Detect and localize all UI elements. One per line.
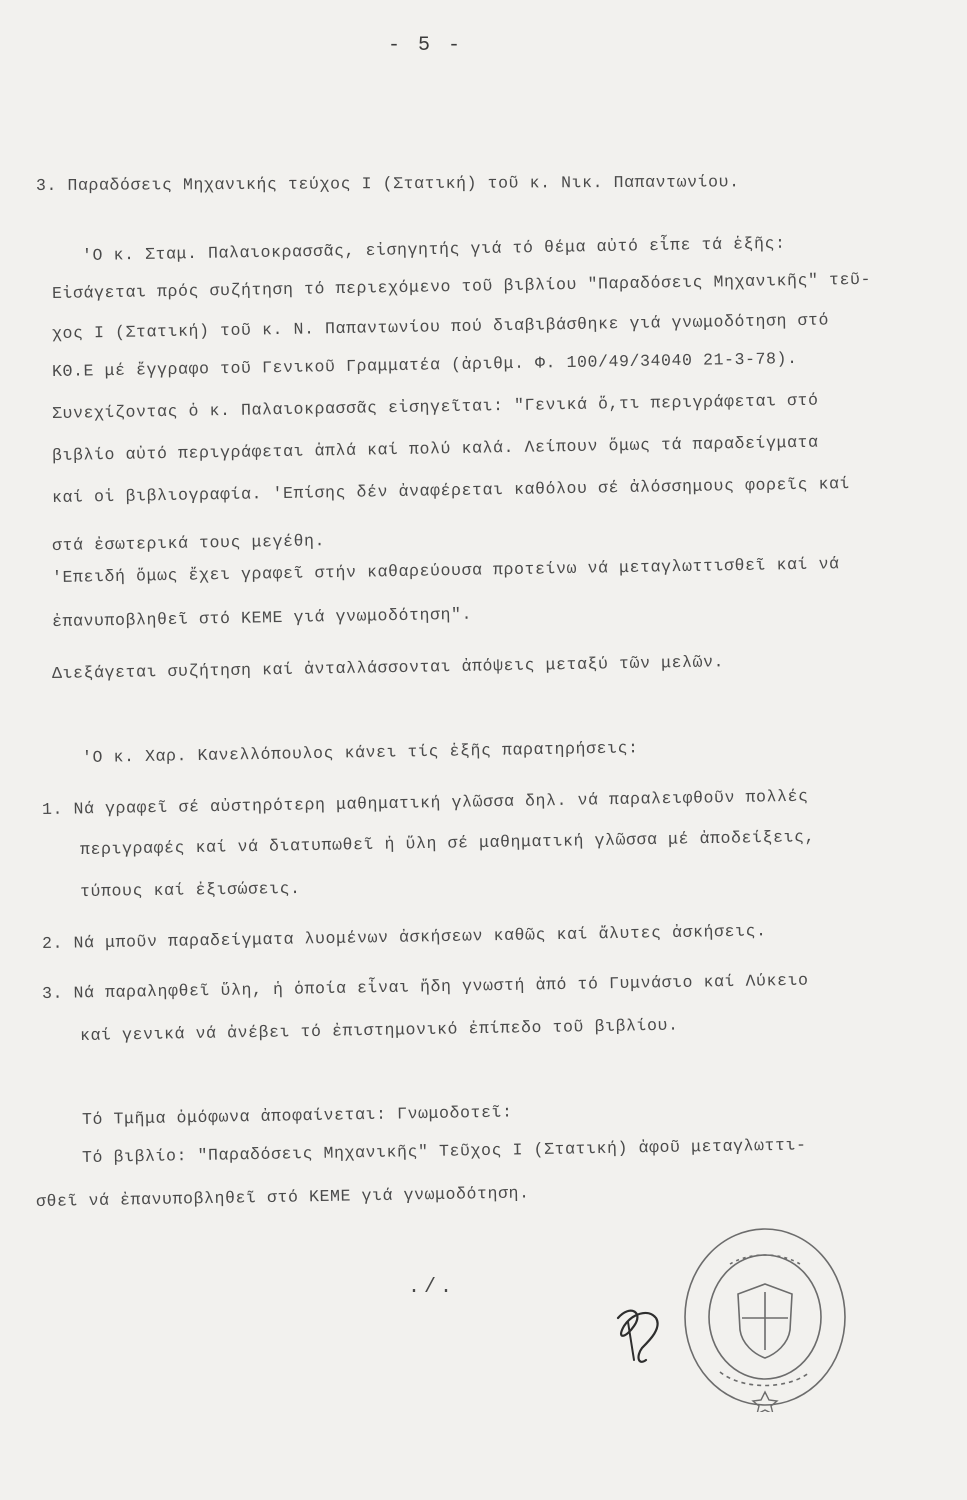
text-line: 'Επειδή ὅμως ἔχει γραφεῖ στήν καθαρεύουσα προτείνω νά μεταγλωττισθεῖ καί νά [51,554,840,587]
decision-line: Τό Τμῆμα ὁμόφωνα ἀποφαίνεται: Γνωμοδοτεῖ: [81,1102,513,1129]
official-seal-icon [680,1222,850,1412]
list-item: 2. Νά μποῦν παραδείγματα λυομένων ἀσκήσεων καθῶς καί ἄλυτες ἀσκήσεις. [41,921,767,953]
text-line: τύπους καί ἐξισώσεις. [79,878,301,901]
text-line: ΚΘ.Ε μέ ἔγγραφο τοῦ Γενικοῦ Γραμματέα (ἀριθμ. Φ. 100/49/34040 21-3-78). [51,348,798,381]
continuation-mark: ./. [408,1276,457,1299]
text-line: Διεξάγεται συζήτηση καί ἀνταλλάσσονται ἀπόψεις μεταξύ τῶν μελῶν. [51,652,725,683]
text-line: καί οἱ βιβλιογραφία. 'Επίσης δέν ἀναφέρεται καθόλου σέ ἀλόσσημους φορεῖς καί [51,474,851,507]
page-number: - 5 - [388,34,464,57]
list-item: 3. Νά παραληφθεῖ ὕλη, ἡ ὁποία εἶναι ἤδη γνωστή ἀπό τό Γυμνάσιο καί Λύκειο [41,970,809,1003]
section-heading: 3. Παραδόσεις Μηχανικής τεύχος Ι (Στατική) τοῦ κ. Νικ. Παπαντωνίου. [35,172,740,195]
text-line: σθεῖ νά ἐπανυποβληθεῖ στό ΚΕΜΕ γιά γνωμοδότηση. [35,1183,530,1211]
text-line: 'Ο κ. Χαρ. Κανελλόπουλος κάνει τίς ἑξῆς παρατηρήσεις: [81,738,639,767]
text-line: καί γενικά νά ἀνέβει τό ἐπιστημονικό ἐπίπεδο τοῦ βιβλίου. [79,1015,679,1045]
text-line: χος Ι (Στατική) τοῦ κ. Ν. Παπαντωνίου πού διαβιβάσθηκε γιά γνωμοδότηση στό [51,310,830,343]
text-line: περιγραφές καί νά διατυπωθεῖ ἡ ὕλη σέ μαθηματική γλῶσσα μέ ἀποδείξεις, [79,827,816,859]
text-line: βιβλίο αὐτό περιγράφεται ἁπλά καί πολύ καλά. Λείπουν ὅμως τά παραδείγματα [51,432,819,465]
text-line: Εἰσάγεται πρός συζήτηση τό περιεχόμενο τοῦ βιβλίου "Παραδόσεις Μηχανικῆς" τεῦ- [51,269,872,303]
text-line: στά ἐσωτερικά τους μεγέθη. [51,531,326,555]
text-line: 'Ο κ. Σταμ. Παλαιοκρασσᾶς, εἰσηγητής γιά τό θέμα αὐτό εἶπε τά ἑξῆς: [81,233,786,265]
text-line: Τό βιβλίο: "Παραδόσεις Μηχανικῆς" Τεῦχος Ι (Στατική) ἀφοῦ μεταγλωττι- [81,1135,807,1167]
list-item: 1. Νά γραφεῖ σέ αὐστηρότερη μαθηματική γλῶσσα δηλ. νά παραλειφθοῦν πολλές [41,786,809,819]
signature-icon [604,1296,684,1376]
text-line: ἐπανυποβληθεῖ στό ΚΕΜΕ γιά γνωμοδότηση". [51,604,473,631]
text-line: Συνεχίζοντας ὁ κ. Παλαιοκρασσᾶς εἰσηγεῖται: "Γενικά ὅ,τι περιγράφεται στό [51,390,819,423]
